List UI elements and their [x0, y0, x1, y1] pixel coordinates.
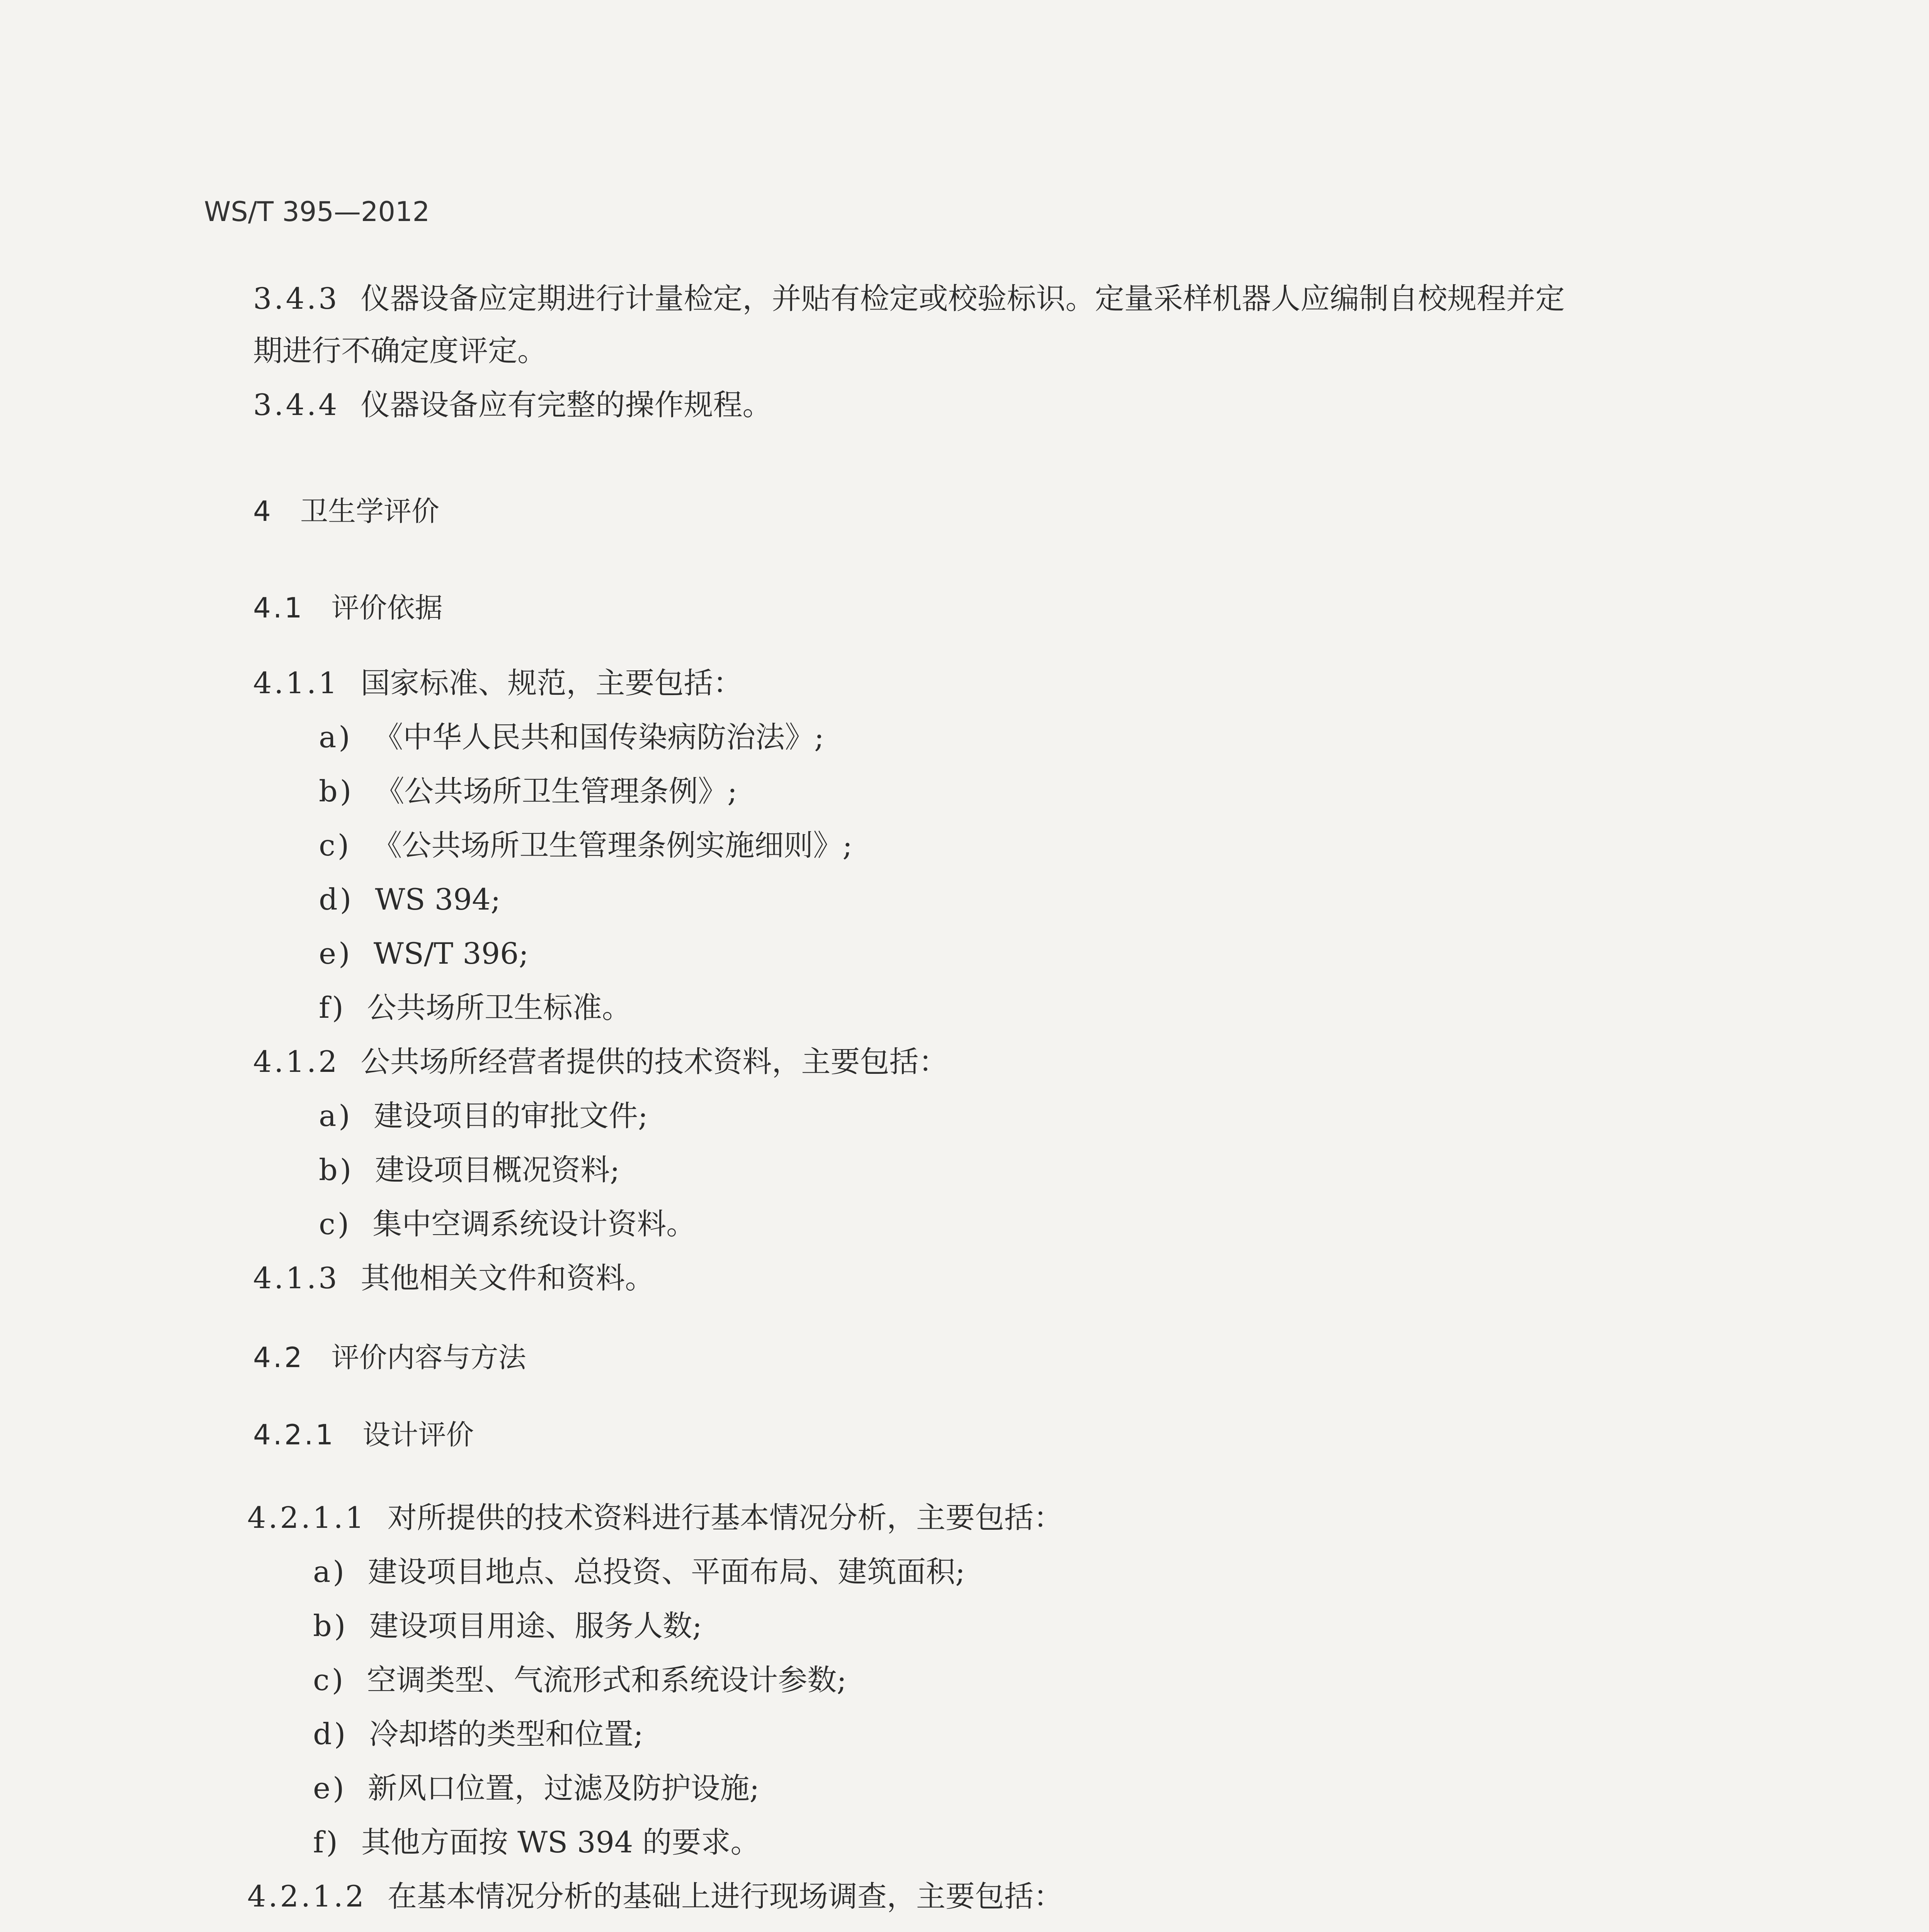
clause-number: f): [319, 990, 346, 1025]
text-line: [313, 1607, 702, 1645]
text-line: [253, 665, 742, 702]
clause-text: 在基本情况分析的基础上进行现场调查，主要包括：: [387, 1879, 1063, 1913]
text-line: [253, 1260, 654, 1297]
clause-text: 集中空调系统设计资料。: [373, 1207, 696, 1241]
text-line: [253, 386, 772, 423]
clause-number: a): [319, 720, 352, 754]
clause-text: 建设项目的审批文件;: [373, 1099, 648, 1133]
section-heading: [253, 1339, 526, 1376]
clause-number: b): [319, 1153, 354, 1187]
clause-number: 4: [253, 495, 273, 527]
clause-text: 新风口位置，过滤及防护设施;: [367, 1771, 760, 1805]
clause-text: 卫生学评价: [300, 495, 439, 527]
clause-text: 其他相关文件和资料。: [361, 1261, 655, 1295]
clause-number: c): [319, 828, 352, 862]
clause-number: d): [319, 882, 354, 917]
text-line: [313, 1824, 760, 1861]
clause-number: 4.2.1.1: [247, 1500, 366, 1535]
clause-number: 4.1.1: [253, 666, 340, 700]
section-heading: [253, 589, 443, 626]
clause-number: 3.4.3: [253, 281, 340, 316]
text-line: [253, 280, 1565, 317]
clause-number: 3.4.4: [253, 388, 340, 422]
text-line: [319, 881, 500, 918]
clause-text: 评价依据: [331, 592, 443, 624]
text-line: [253, 1043, 948, 1080]
text-line: [313, 1770, 759, 1807]
clause-text: 期进行不确定度评定。: [253, 333, 547, 368]
text-line: [319, 827, 852, 864]
text-line: [319, 935, 529, 972]
clause-text: 冷却塔的类型和位置;: [369, 1717, 643, 1751]
text-line: [319, 1206, 696, 1243]
clause-text: 评价内容与方法: [331, 1341, 526, 1374]
clause-text: WS/T 396;: [373, 936, 529, 971]
text-line: [319, 719, 824, 756]
clause-number: 4.1.3: [253, 1261, 340, 1295]
clause-number: b): [313, 1609, 348, 1643]
section-heading: [253, 493, 439, 530]
text-line: [253, 332, 547, 369]
clause-text: 公共场所卫生标准。: [367, 990, 631, 1025]
clause-number: c): [313, 1663, 346, 1697]
text-line: [319, 989, 631, 1026]
clause-number: a): [319, 1099, 352, 1133]
header-doc-code: WS/T 395—2012: [204, 196, 430, 228]
text-line: [247, 1878, 1063, 1915]
text-line: [313, 1662, 847, 1699]
clause-number: c): [319, 1207, 352, 1241]
text-line: [313, 1553, 965, 1590]
text-line: [319, 773, 737, 810]
clause-text: 仪器设备应定期进行计量检定，并贴有检定或校验标识。定量采样机器人应编制自校规程并定: [361, 281, 1565, 316]
clause-number: b): [319, 774, 354, 808]
clause-number: 4.2.1.2: [247, 1879, 366, 1913]
clause-text: 建设项目概况资料;: [375, 1153, 620, 1187]
clause-text: 对所提供的技术资料进行基本情况分析，主要包括：: [387, 1500, 1063, 1535]
text-line: [319, 1097, 648, 1134]
clause-text: 国家标准、规范，主要包括：: [361, 666, 743, 700]
clause-number: d): [313, 1717, 348, 1751]
clause-text: 仪器设备应有完整的操作规程。: [361, 388, 772, 422]
clause-text: 《公共场所卫生管理条例实施细则》;: [373, 828, 852, 862]
clause-text: 设计评价: [362, 1418, 474, 1451]
clause-number: 4.2.1: [253, 1418, 336, 1451]
clause-number: 4.2: [253, 1341, 304, 1374]
clause-text: 《公共场所卫生管理条例》;: [375, 774, 737, 808]
clause-number: e): [319, 936, 352, 971]
clause-text: 空调类型、气流形式和系统设计参数;: [367, 1663, 847, 1697]
clause-text: 建设项目地点、总投资、平面布局、建筑面积;: [367, 1554, 965, 1589]
text-line: [319, 1151, 620, 1189]
clause-text: WS 394;: [375, 882, 501, 917]
text-line: [247, 1499, 1063, 1536]
clause-number: 4.1.2: [253, 1044, 340, 1079]
section-heading: [253, 1416, 474, 1453]
clause-text: 建设项目用途、服务人数;: [369, 1609, 702, 1643]
clause-text: 公共场所经营者提供的技术资料，主要包括：: [361, 1044, 948, 1079]
clause-number: a): [313, 1554, 347, 1589]
clause-text: 其他方面按 WS 394 的要求。: [361, 1825, 760, 1859]
clause-number: 4.1: [253, 592, 304, 624]
clause-text: 《中华人民共和国传染病防治法》;: [373, 720, 824, 754]
clause-number: e): [313, 1771, 347, 1805]
clause-number: f): [313, 1825, 340, 1859]
text-line: [313, 1716, 643, 1753]
